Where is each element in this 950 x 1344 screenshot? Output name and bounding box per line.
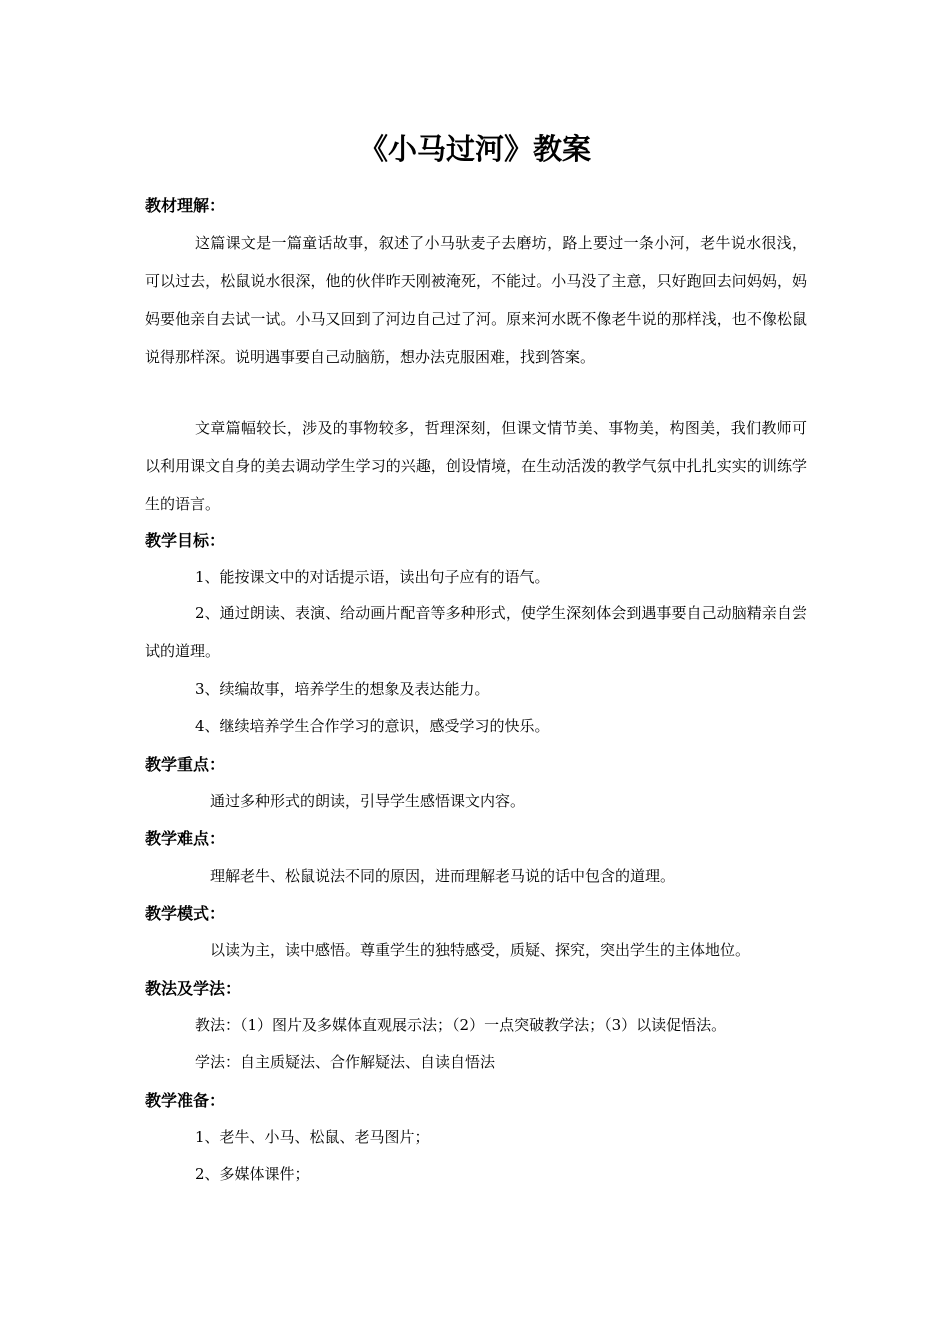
section-heading-mode: 教学模式： (145, 904, 226, 923)
preparation-item-2: 2、多媒体课件； (195, 1165, 310, 1183)
goal-item-4: 4、继续培养学生合作学习的意识，感受学习的快乐。 (195, 717, 550, 735)
difficulties-text: 理解老牛、松鼠说法不同的原因，进而理解老马说的话中包含的道理。 (210, 867, 676, 885)
learning-method-text: 学法：自主质疑法、合作解疑法、自读自悟法 (195, 1053, 496, 1071)
section-heading-key-points: 教学重点： (145, 755, 226, 774)
material-paragraph-1: 这篇课文是一篇童话故事，叙述了小马驮麦子去磨坊，路上要过一条小河，老牛说水很浅，可以过去，松鼠说水很深，他的伙伴昨天刚被淹死，不能过。小马没了主意，只好跑回去问妈妈，妈妈要他亲自去试一试。小马又回到了河边自己过了河。原来河水既不像老牛说的那样浅，也不像松鼠说得那样深。说明遇事要自己动脑筋，想办法克服困难，找到答案。 (145, 234, 807, 366)
preparation-item-1: 1、老牛、小马、松鼠、老马图片； (195, 1128, 430, 1146)
teaching-method-text: 教法：（1）图片及多媒体直观展示法；（2）一点突破教学法；（3）以读促悟法。 (195, 1016, 727, 1034)
material-paragraph-2: 文章篇幅较长，涉及的事物较多，哲理深刻，但课文情节美、事物美，构图美，我们教师可以利用课文自身的美去调动学生学习的兴趣，创设情境，在生动活泼的教学气氛中扎扎实实的训练学生的语言。 (145, 419, 807, 513)
section-heading-methods: 教法及学法： (145, 979, 242, 998)
goal-item-1: 1、能按课文中的对话提示语，读出句子应有的语气。 (195, 568, 550, 586)
section-heading-goals: 教学目标： (145, 531, 226, 550)
document-title: 《小马过河》教案 (358, 132, 591, 166)
section-heading-material: 教材理解： (145, 196, 226, 215)
section-heading-difficulties: 教学难点： (145, 829, 226, 848)
goal-item-2: 2、通过朗读、表演、给动画片配音等多种形式，使学生深刻体会到遇事要自己动脑精亲自尝试的道理。 (145, 604, 807, 660)
key-points-text: 通过多种形式的朗读，引导学生感悟课文内容。 (210, 792, 526, 810)
mode-text: 以读为主，读中感悟。尊重学生的独特感受，质疑、探究，突出学生的主体地位。 (210, 941, 751, 959)
section-heading-preparation: 教学准备： (145, 1091, 226, 1110)
goal-item-3: 3、续编故事，培养学生的想象及表达能力。 (195, 680, 490, 698)
